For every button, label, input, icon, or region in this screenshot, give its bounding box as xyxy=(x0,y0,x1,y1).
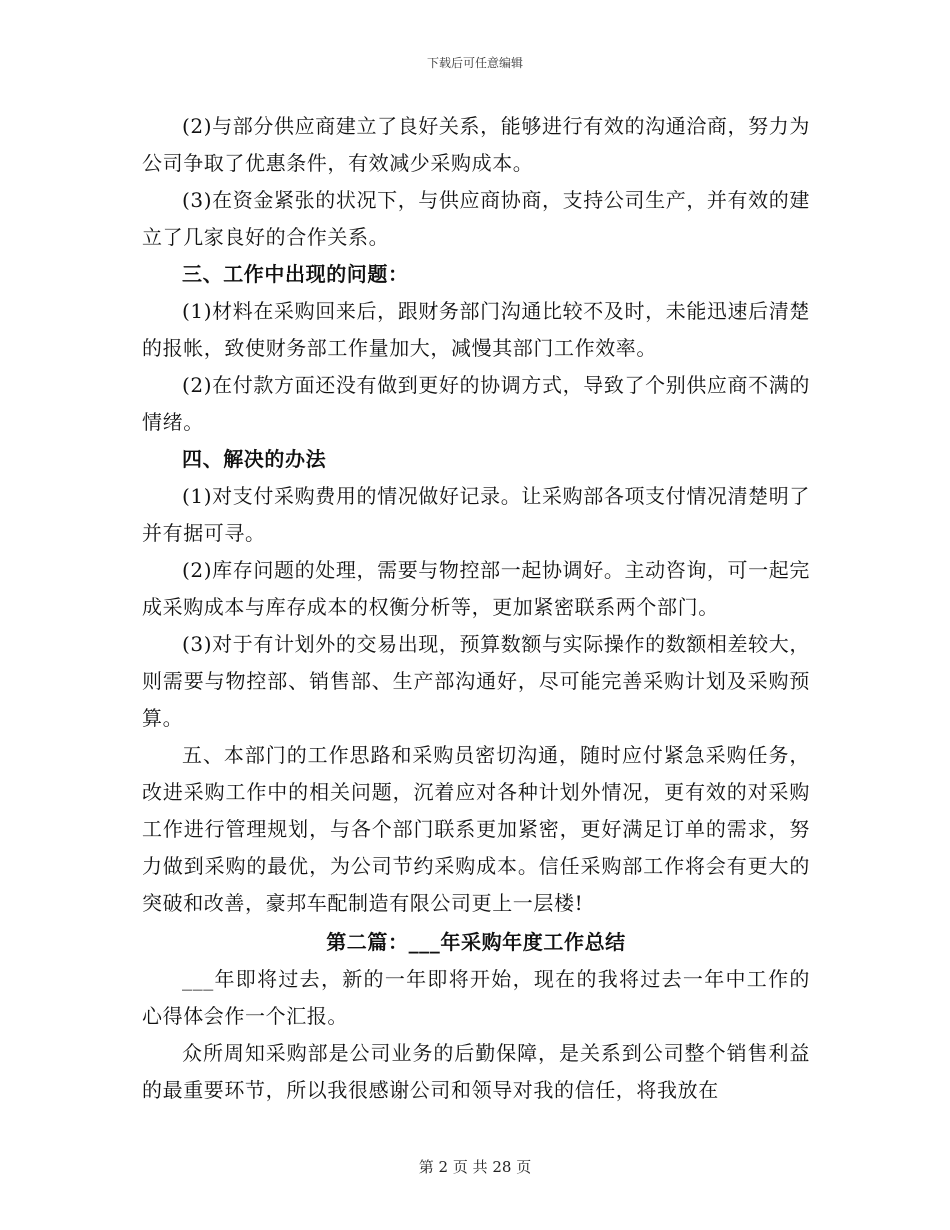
section-title-part-two: 第二篇：___年采购年度工作总结 xyxy=(326,930,626,954)
paragraph-purchasing-role: 众所周知采购部是公司业务的后勤保障，是关系到公司整个销售利益的最重要环节，所以我很感谢公司和领导对我的信任，将我放在 xyxy=(142,1041,810,1102)
heading-problems: 三、工作中出现的问题： xyxy=(182,262,409,286)
paragraph-solution-3: (3)对于有计划外的交易出现，预算数额与实际操作的数额相差较大，则需要与物控部、销售部、生产部沟通好，尽可能完善采购计划及采购预算。 xyxy=(142,632,810,730)
paragraph-solution-1: (1)对支付采购费用的情况做好记录。让采购部各项支付情况清楚明了并有据可寻。 xyxy=(142,484,810,545)
paragraph-year-summary-intro: ___年即将过去，新的一年即将开始，现在的我将过去一年中工作的心得体会作一个汇报。 xyxy=(142,967,810,1028)
paragraph-section-five: 五、本部门的工作思路和采购员密切沟通，随时应付紧急采购任务，改进采购工作中的相关问题，沉着应对各种计划外情况，更有效的对采购工作进行管理规划，与各个部门联系更加紧密，更好满足订单的需求，努力做到采购的最优，为公司节约采购成本。信任采购部工作将会有更大的突破和改善，豪邦车配制造有限公司更上一层楼! xyxy=(142,743,810,915)
paragraph-solution-2: (2)库存问题的处理，需要与物控部一起协调好。主动咨询，可一起完成采购成本与库存成本的权衡分析等，更加紧密联系两个部门。 xyxy=(142,558,810,619)
paragraph-problem-2: (2)在付款方面还没有做到更好的协调方式，导致了个别供应商不满的情绪。 xyxy=(142,373,810,434)
page-header-note: 下载后可任意编辑 xyxy=(426,56,523,70)
document-body xyxy=(142,108,810,1109)
heading-solutions: 四、解决的办法 xyxy=(182,447,327,471)
paragraph-supplier-relations: (2)与部分供应商建立了良好关系，能够进行有效的沟通洽商，努力为公司争取了优惠条件，有效减少采购成本。 xyxy=(142,114,810,175)
paragraph-funding-cooperation: (3)在资金紧张的状况下，与供应商协商，支持公司生产，并有效的建立了几家良好的合作关系。 xyxy=(142,188,810,249)
page-number: 第 2 页 共 28 页 xyxy=(418,1158,532,1176)
paragraph-problem-1: (1)材料在采购回来后，跟财务部门沟通比较不及时，未能迅速后清楚的报帐，致使财务部工作量加大，减慢其部门工作效率。 xyxy=(142,299,810,360)
